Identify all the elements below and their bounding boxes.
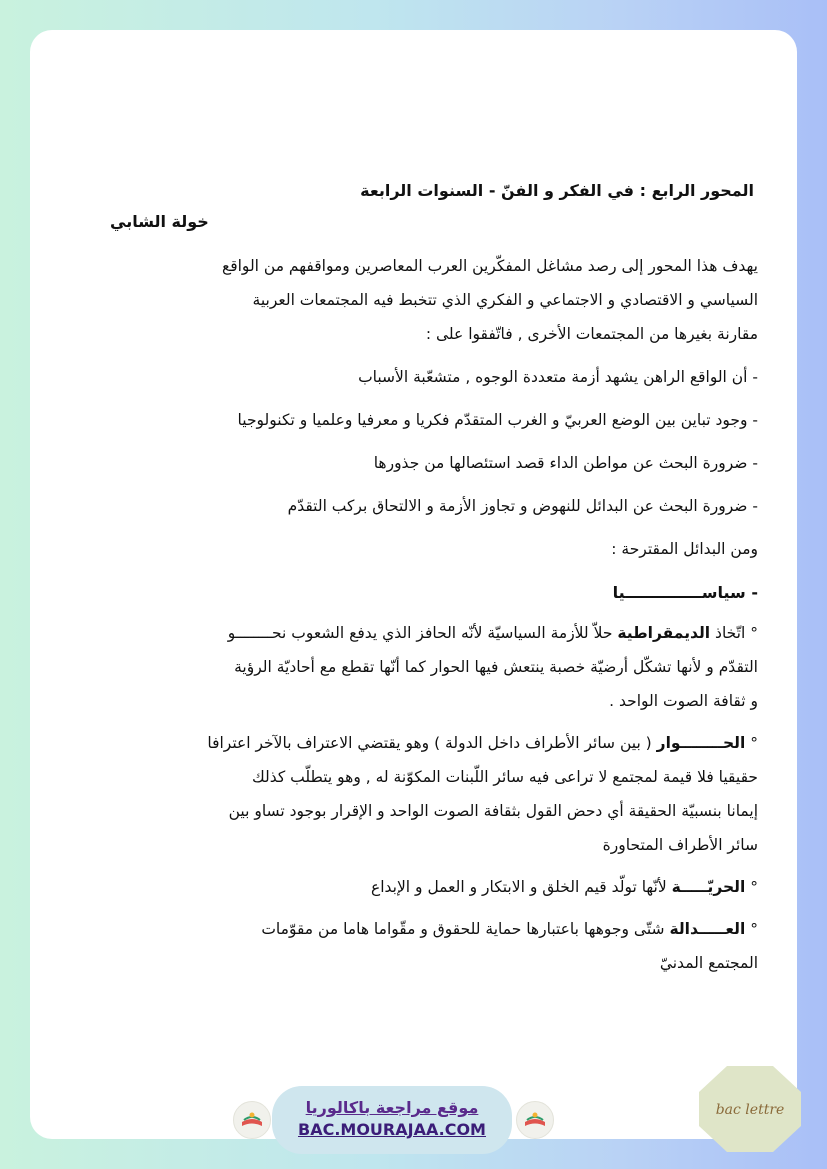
alternatives-intro: ومن البدائل المقترحة : <box>611 540 758 558</box>
site-name-arabic[interactable]: موقع مراجعة باكالوريا <box>305 1098 479 1117</box>
site-logo-right <box>516 1101 554 1139</box>
bullet-term: الحــــــــوار <box>656 734 746 752</box>
bullet-democracy <box>110 616 758 718</box>
bullet-line: سائر الأطراف المتحاورة <box>602 836 758 854</box>
bullet-term: العـــــدالة <box>669 920 746 938</box>
bullet-marker: ° <box>750 920 758 938</box>
book-icon <box>234 1102 270 1138</box>
bullet-line: التقدّم و لأنها تشكّل أرضيّة خصبة ينتعش فيها الحوار كما أنّها تقطع مع أحاديّة الرؤية <box>234 658 758 676</box>
bullet-line: حقيقيا فلا قيمة لمجتمع لا تراعى فيه سائر اللّبنات المكوّنة له , وهو يتطلّب كذلك <box>251 768 758 786</box>
bullet-term: الديمقراطية <box>617 624 711 642</box>
point-item: - ضرورة البحث عن البدائل للنهوض و تجاوز الأزمة و الالتحاق بركب التقدّم <box>287 497 758 515</box>
bullet-line: شتّى وجوهها باعتبارها حماية للحقوق و مقّواما هاما من مقوّمات <box>261 920 665 938</box>
bullet-marker: ° <box>750 624 758 642</box>
document-title: المحور الرابع : في الفكر و الفنّ - السنوات الرابعة <box>360 181 754 200</box>
bullet-freedom <box>110 870 758 904</box>
bullet-prefix: اتّخاذ <box>715 624 746 642</box>
bac-lettre-badge <box>697 1064 803 1154</box>
point-item: - وجود تباين بين الوضع العربيّ و الغرب المتقدّم فكريا و معرفيا وعلميا و تكنولوجيا <box>237 411 758 429</box>
point-item: - ضرورة البحث عن مواطن الداء قصد استئصالها من جذورها <box>373 454 758 472</box>
point-item: - أن الواقع الراهن يشهد أزمة متعددة الوجوه , متشعّبة الأسباب <box>358 368 758 386</box>
section-heading: - سياســــــــــــــيا <box>612 583 758 602</box>
bullet-term: الحريّـــــة <box>671 878 746 896</box>
intro-line: مقارنة بغيرها من المجتمعات الأخرى , فاتّفقوا على : <box>425 325 758 343</box>
site-url[interactable]: BAC.MOURAJAA.COM <box>298 1120 486 1139</box>
bullet-line: لأنّها تولّد قيم الخلق و الابتكار و العمل و الإبداع <box>370 878 667 896</box>
intro-paragraph <box>110 249 758 351</box>
badge-text: bac lettre <box>715 1102 785 1118</box>
bullet-line: و ثقافة الصوت الواحد . <box>609 692 758 710</box>
intro-line: يهدف هذا المحور إلى رصد مشاغل المفكّرين العرب المعاصرين ومواقفهم من الواقع <box>221 257 758 275</box>
document-body <box>110 175 758 980</box>
document-page <box>30 30 797 1139</box>
bullet-line: إيمانا بنسبيّة الحقيقة أي دحض القول بثقافة الصوت الواحد و الإقرار بوجود تساو بين <box>228 802 758 820</box>
bullet-line: حلاّ للأزمة السياسيّة لأنّه الحافز الذي يدفع الشعوب نحــــــــو <box>227 624 613 642</box>
bullet-justice <box>110 912 758 980</box>
bullet-line: ( بين سائر الأطراف داخل الدولة ) وهو يقتضي الاعتراف بالآخر اعترافا <box>207 734 652 752</box>
book-icon <box>517 1102 553 1138</box>
site-logo-left <box>233 1101 271 1139</box>
bullet-marker: ° <box>750 734 758 752</box>
author-name: خولة الشابي <box>110 212 209 231</box>
intro-line: السياسي و الاقتصادي و الاجتماعي و الفكري الذي تتخبط فيه المجتمعات العربية <box>252 291 758 309</box>
site-link-pill[interactable] <box>272 1086 512 1154</box>
bullet-dialogue <box>110 726 758 862</box>
bullet-line: المجتمع المدنيّ <box>659 954 758 972</box>
bullet-marker: ° <box>750 878 758 896</box>
